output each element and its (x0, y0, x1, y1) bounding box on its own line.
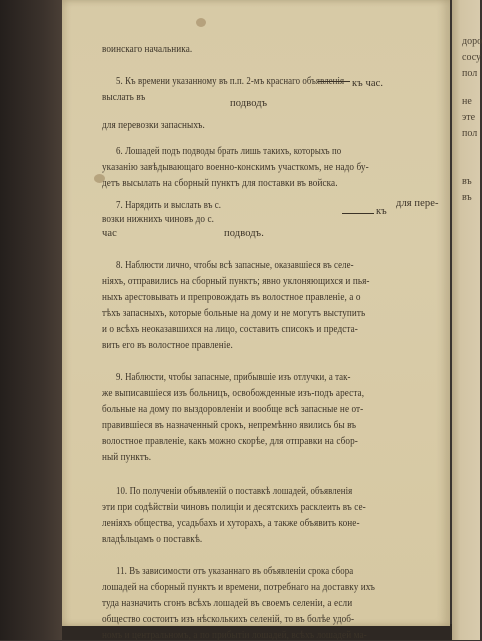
text-line: час (102, 228, 117, 239)
text-line: 8. Наблюсти лично, чтобы всѣ запасные, оказавшіеся въ селе- (116, 260, 354, 271)
adjacent-page-fragment: въ (462, 176, 472, 187)
text-line: тѣхъ запасныхъ, которые больные на дому и не могутъ выступить (102, 308, 366, 319)
text-line: и о всѣхъ неоказавшихся на лицо, составить списокъ и предста- (102, 324, 358, 335)
text-line: леніяхъ общества, усадьбахъ и хуторахъ, а также объявить коне- (102, 518, 360, 529)
text-line: указанію завѣдывающаго военно-конскимъ участкомъ, не надо бу- (102, 162, 369, 173)
text-line: лошадей на сборный пунктъ и времени, потребнаго на доставку ихъ (102, 582, 375, 593)
text-line: ныхъ арестовывать и препровождать въ волостное правленіе, а о (102, 292, 361, 303)
text-line: 7. Нарядить и выслать въ с. (116, 200, 222, 211)
text-line: туда назначить сгонъ всѣхъ лошадей въ своемъ селеніи, а если (102, 598, 353, 609)
text-line: 10. По полученіи объявленій о поставкѣ лошадей, объявленія (116, 486, 353, 497)
text-line: воинскаго начальника. (102, 44, 193, 55)
text-line: волостное правленіе, какъ можно скорѣе, для отправки на сбор- (102, 436, 358, 447)
text-line: для пере- (396, 198, 439, 209)
adjacent-page-fragment: въ (462, 192, 472, 203)
text-line: возки нижнихъ чиновъ до с. (102, 214, 215, 225)
adjacent-page-fragment: пол (462, 68, 478, 79)
adjacent-page-fragment: не (462, 96, 472, 107)
text-line: къ час. (352, 78, 384, 89)
text-line: подводъ. (224, 228, 264, 239)
text-line: правившіеся въ назначенный срокъ, непремѣнно явились бы въ (102, 420, 357, 431)
text-line: детъ высылать на сборный пунктъ для поставки въ войска. (102, 178, 338, 189)
adjacent-page-fragment: пол (462, 128, 478, 139)
text-line: 11. Въ зависимости отъ указаннаго въ объявленіи срока сбора (116, 566, 354, 577)
text-line: эти при содѣйствіи чиновъ полиціи и десятскихъ расклеить въ се- (102, 502, 366, 513)
blank-line (318, 81, 350, 82)
adjacent-page-fragment: доро (462, 36, 482, 47)
paper-stain (196, 18, 206, 27)
adjacent-page-fragment: сосу (462, 52, 481, 63)
text-line: ный пунктъ. (102, 452, 152, 463)
text-line: для перевозки запасныхъ. (102, 120, 205, 131)
text-line: вить его въ волостное правленіе. (102, 340, 233, 351)
blank-line (342, 213, 374, 214)
text-line: номъ и центральномъ, а по прибытіи лошадей, всѣхъ лошадей ма- (102, 630, 367, 641)
text-line: общество состоитъ изъ нѣсколькихъ селеній, то въ болѣе удоб- (102, 614, 355, 625)
text-line: 6. Лошадей подъ подводы брать лишь такихъ, которыхъ по (116, 146, 342, 157)
text-line: къ (376, 206, 387, 217)
adjacent-page (452, 0, 480, 640)
adjacent-page-fragment: эте (462, 112, 476, 123)
text-line: больные на дому по выздоровленіи и вообще всѣ запасные не от- (102, 404, 364, 415)
text-line: же выписавшіеся изъ больницъ, освобожденные изъ-подъ ареста, (102, 388, 365, 399)
document-page (62, 0, 450, 641)
text-line-fill (312, 76, 356, 87)
text-line: выслать въ (102, 92, 146, 103)
text-line: подводъ (230, 98, 268, 109)
text-line: владѣльцамъ о поставкѣ. (102, 534, 203, 545)
text-line: 5. Къ времени указанному въ п.п. 2-мъ краснаго объявленія (116, 76, 345, 87)
background-left (0, 0, 62, 640)
text-line: ніяхъ, отправились на сборный пунктъ; явно уклоняющихся и пья- (102, 276, 370, 287)
text-line: 9. Наблюсти, чтобы запасные, прибывшіе изъ отлучки, а так- (116, 372, 351, 383)
text-line-fill (336, 208, 380, 219)
